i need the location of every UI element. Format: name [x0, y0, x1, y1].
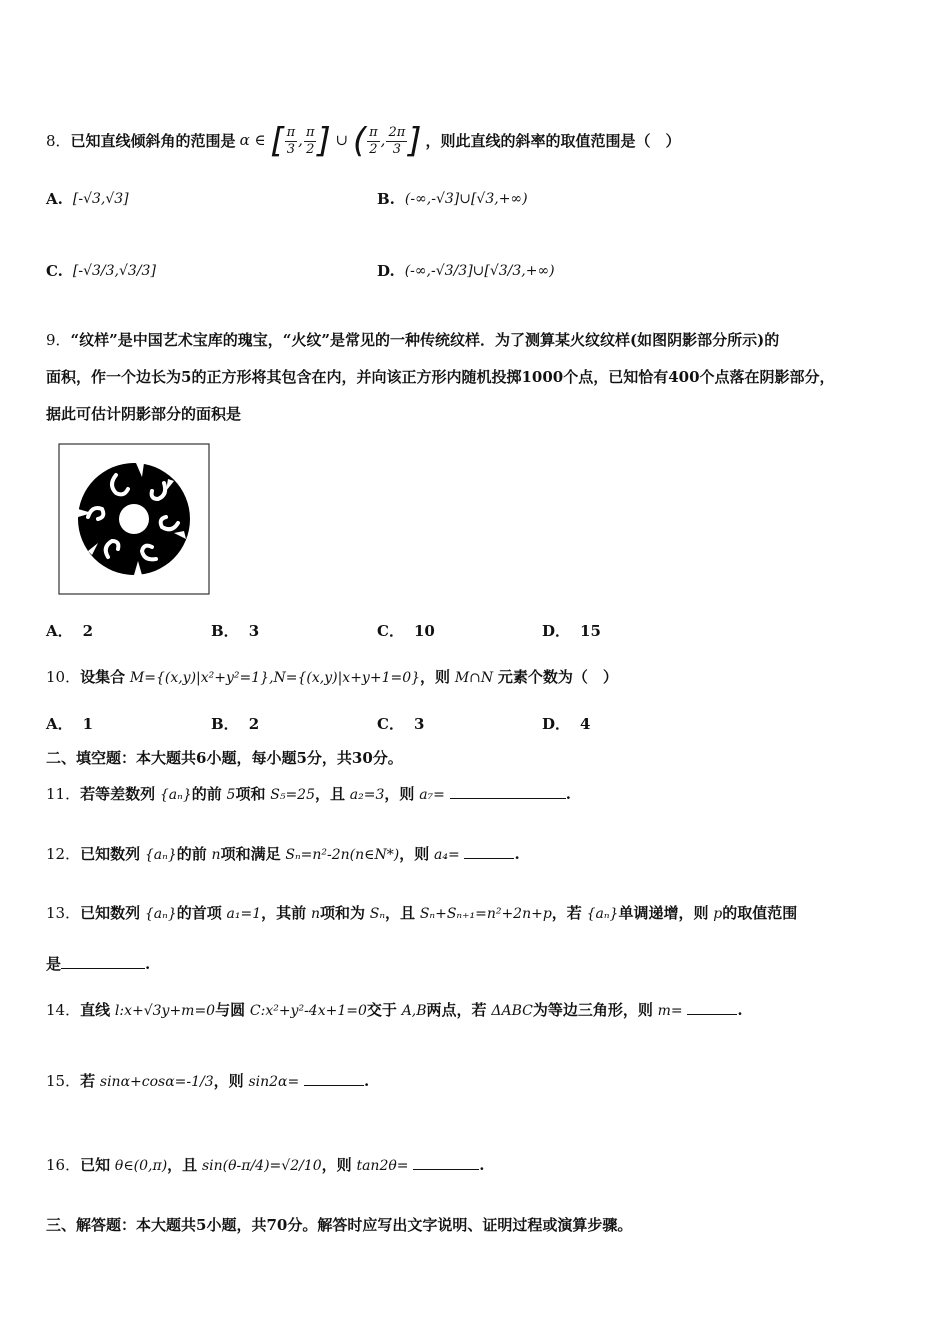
q10-option-b[interactable]: B． 2	[211, 714, 260, 733]
q8-option-d-text: (-∞,-√3/3]∪[√3/3,+∞)	[404, 263, 555, 279]
q11-stem: 11．若等差数列 {aₙ}的前 5项和 S₅=25，且 a₂=3，则 a₇= .	[46, 785, 571, 803]
q13-line2: 是 .	[46, 955, 151, 973]
q8-option-a-text: [-√3,√3]	[72, 191, 129, 207]
q13-answer-blank[interactable]	[61, 954, 145, 969]
q14-stem: 14．直线 l:x+√3y+m=0与圆 C:x²+y²-4x+1=0交于 A,B两点，若 ΔABC为等边三角形，则 m= .	[46, 1001, 743, 1019]
q12-stem: 12．已知数列 {aₙ}的前 n项和满足 Sₙ=n²-2n(n∈N*)，则 a₄= .	[46, 845, 520, 863]
q13-stem: 13．已知数列 {aₙ}的首项 a₁=1，其前 n项和为 Sₙ，且 Sₙ+Sₙ₊₁=n²+2n+p，若 {aₙ}单调递增，则 p的取值范围	[46, 904, 798, 922]
q8-stem	[46, 121, 681, 161]
q9-line1: 9．“纹样”是中国艺术宝库的瑰宝，“火纹”是常见的一种传统纹样．为了测算某火纹纹样(如图阴影部分所示)的	[46, 331, 780, 349]
fire-pattern-figure	[58, 443, 210, 595]
q9-option-c[interactable]: C． 10	[377, 621, 435, 640]
q8-text-a: 已知直线倾斜角的范围是	[70, 132, 236, 150]
q8-math: α ∈ [ $\frac{\pi}{3}$ , $\frac{\pi}{2}$ ] ∪ ( $\frac{\pi}{2}$ , $\frac{2\pi}{3}$ ]	[239, 121, 422, 161]
q8-option-c-text: [-√3/3,√3/3]	[72, 263, 156, 279]
q8-option-b-text: (-∞,-√3]∪[√3,+∞)	[404, 191, 528, 207]
q10-option-d[interactable]: D． 4	[542, 714, 591, 733]
q9-line3: 据此可估计阴影部分的面积是	[46, 405, 242, 423]
q9-option-b[interactable]: B． 3	[211, 621, 260, 640]
q11-answer-blank[interactable]	[450, 784, 566, 799]
section-solve-heading: 三、解答题：本大题共5小题，共70分。解答时应写出文字说明、证明过程或演算步骤。	[46, 1216, 633, 1234]
q10-option-a[interactable]: A． 1	[46, 714, 94, 733]
q8-option-d[interactable]: D. (-∞,-√3/3]∪[√3/3,+∞)	[377, 262, 555, 280]
q10-option-c[interactable]: C． 3	[377, 714, 425, 733]
q8-option-b[interactable]: B. (-∞,-√3]∪[√3,+∞)	[377, 190, 528, 208]
q10-math-intersection: M∩N	[454, 670, 494, 686]
q10-stem: 10．设集合 M={(x,y)|x²+y²=1},N={(x,y)|x+y+1=0}，则 M∩N 元素个数为（ ）	[46, 668, 618, 686]
q9-option-a[interactable]: A． 2	[46, 621, 94, 640]
q8-option-c[interactable]: C. [-√3/3,√3/3]	[46, 262, 156, 280]
section-fill-in-heading: 二、填空题：本大题共6小题，每小题5分，共30分。	[46, 749, 403, 767]
q8-text-b: ，则此直线的斜率的取值范围是（ ）	[425, 132, 681, 150]
q9-line2: 面积，作一个边长为5的正方形将其包含在内，并向该正方形内随机投掷1000个点，已知恰有400个点落在阴影部分，	[46, 368, 835, 386]
q12-answer-blank[interactable]	[464, 844, 514, 859]
q9-option-d[interactable]: D． 15	[542, 621, 601, 640]
q14-answer-blank[interactable]	[687, 1000, 737, 1015]
q16-answer-blank[interactable]	[413, 1155, 479, 1170]
q16-stem: 16．已知 θ∈(0,π)，且 sin(θ-π/4)=√2/10，则 tan2θ= .	[46, 1156, 485, 1174]
q10-math-sets: M={(x,y)|x²+y²=1},N={(x,y)|x+y+1=0}	[129, 670, 421, 686]
q8-option-a[interactable]: A. [-√3,√3]	[46, 190, 129, 208]
q8-number: 8．	[46, 132, 71, 150]
q15-stem: 15．若 sinα+cosα=-1/3，则 sin2α= .	[46, 1072, 370, 1090]
q15-answer-blank[interactable]	[304, 1071, 364, 1086]
